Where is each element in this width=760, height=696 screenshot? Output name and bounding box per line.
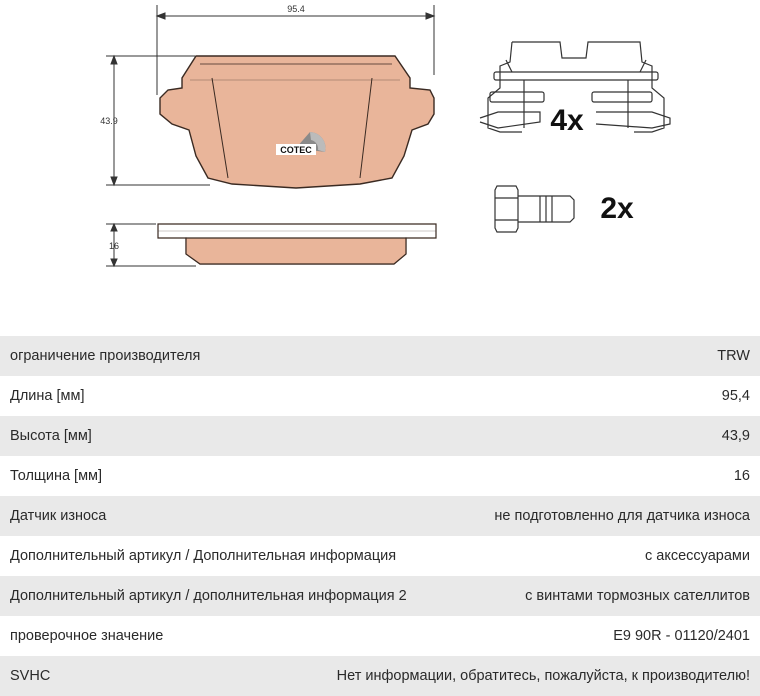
dim-height-label: 43.9 bbox=[100, 116, 118, 126]
spec-row-height bbox=[0, 416, 760, 456]
spec-value: 43,9 bbox=[721, 428, 750, 444]
spec-row-additional-info bbox=[0, 536, 760, 576]
spec-value: не подготовленно для датчика износа bbox=[494, 508, 750, 524]
spec-row-wear-sensor bbox=[0, 496, 760, 536]
dim-thickness-label: 16 bbox=[108, 241, 120, 251]
spec-value: с винтами тормозных сателлитов bbox=[525, 588, 750, 604]
spec-label: Датчик износа bbox=[10, 508, 107, 524]
spec-value: 95,4 bbox=[721, 388, 750, 404]
dim-width-label: 95.4 bbox=[287, 4, 305, 14]
spec-label: SVHC bbox=[10, 668, 51, 684]
spec-label: Высота [мм] bbox=[10, 428, 92, 444]
bolt-quantity: 2x bbox=[600, 192, 634, 225]
spec-label: Толщина [мм] bbox=[10, 468, 103, 484]
spec-row-additional-info-2 bbox=[0, 576, 760, 616]
spec-label: Дополнительный артикул / дополнительная информация 2 bbox=[10, 588, 407, 604]
spec-row-svhc bbox=[0, 656, 760, 696]
brake-pad-front-view bbox=[160, 56, 434, 188]
spec-value: 16 bbox=[733, 468, 750, 484]
specifications-table bbox=[0, 336, 760, 696]
spec-row-thickness bbox=[0, 456, 760, 496]
spec-row-test-value bbox=[0, 616, 760, 656]
spec-value: E9 90R - 01120/2401 bbox=[613, 628, 750, 644]
logo-text: COTEC bbox=[280, 145, 312, 155]
spec-label: проверочное значение bbox=[10, 628, 164, 644]
spec-value: Нет информации, обратитесь, пожалуйста, к производителю! bbox=[336, 668, 750, 684]
bolt-illustration bbox=[495, 186, 574, 232]
spec-value: с аксессуарами bbox=[644, 548, 750, 564]
spec-label: ограничение производителя bbox=[10, 348, 201, 364]
spec-row-manufacturer-restriction bbox=[0, 336, 760, 376]
spec-row-length bbox=[0, 376, 760, 416]
spec-label: Длина [мм] bbox=[10, 388, 85, 404]
technical-drawing bbox=[0, 0, 760, 336]
spec-value: TRW bbox=[717, 348, 750, 364]
spec-label: Дополнительный артикул / Дополнительная информация bbox=[10, 548, 397, 564]
brake-pad-side-view bbox=[158, 224, 436, 264]
clip-quantity: 4x bbox=[550, 104, 584, 137]
